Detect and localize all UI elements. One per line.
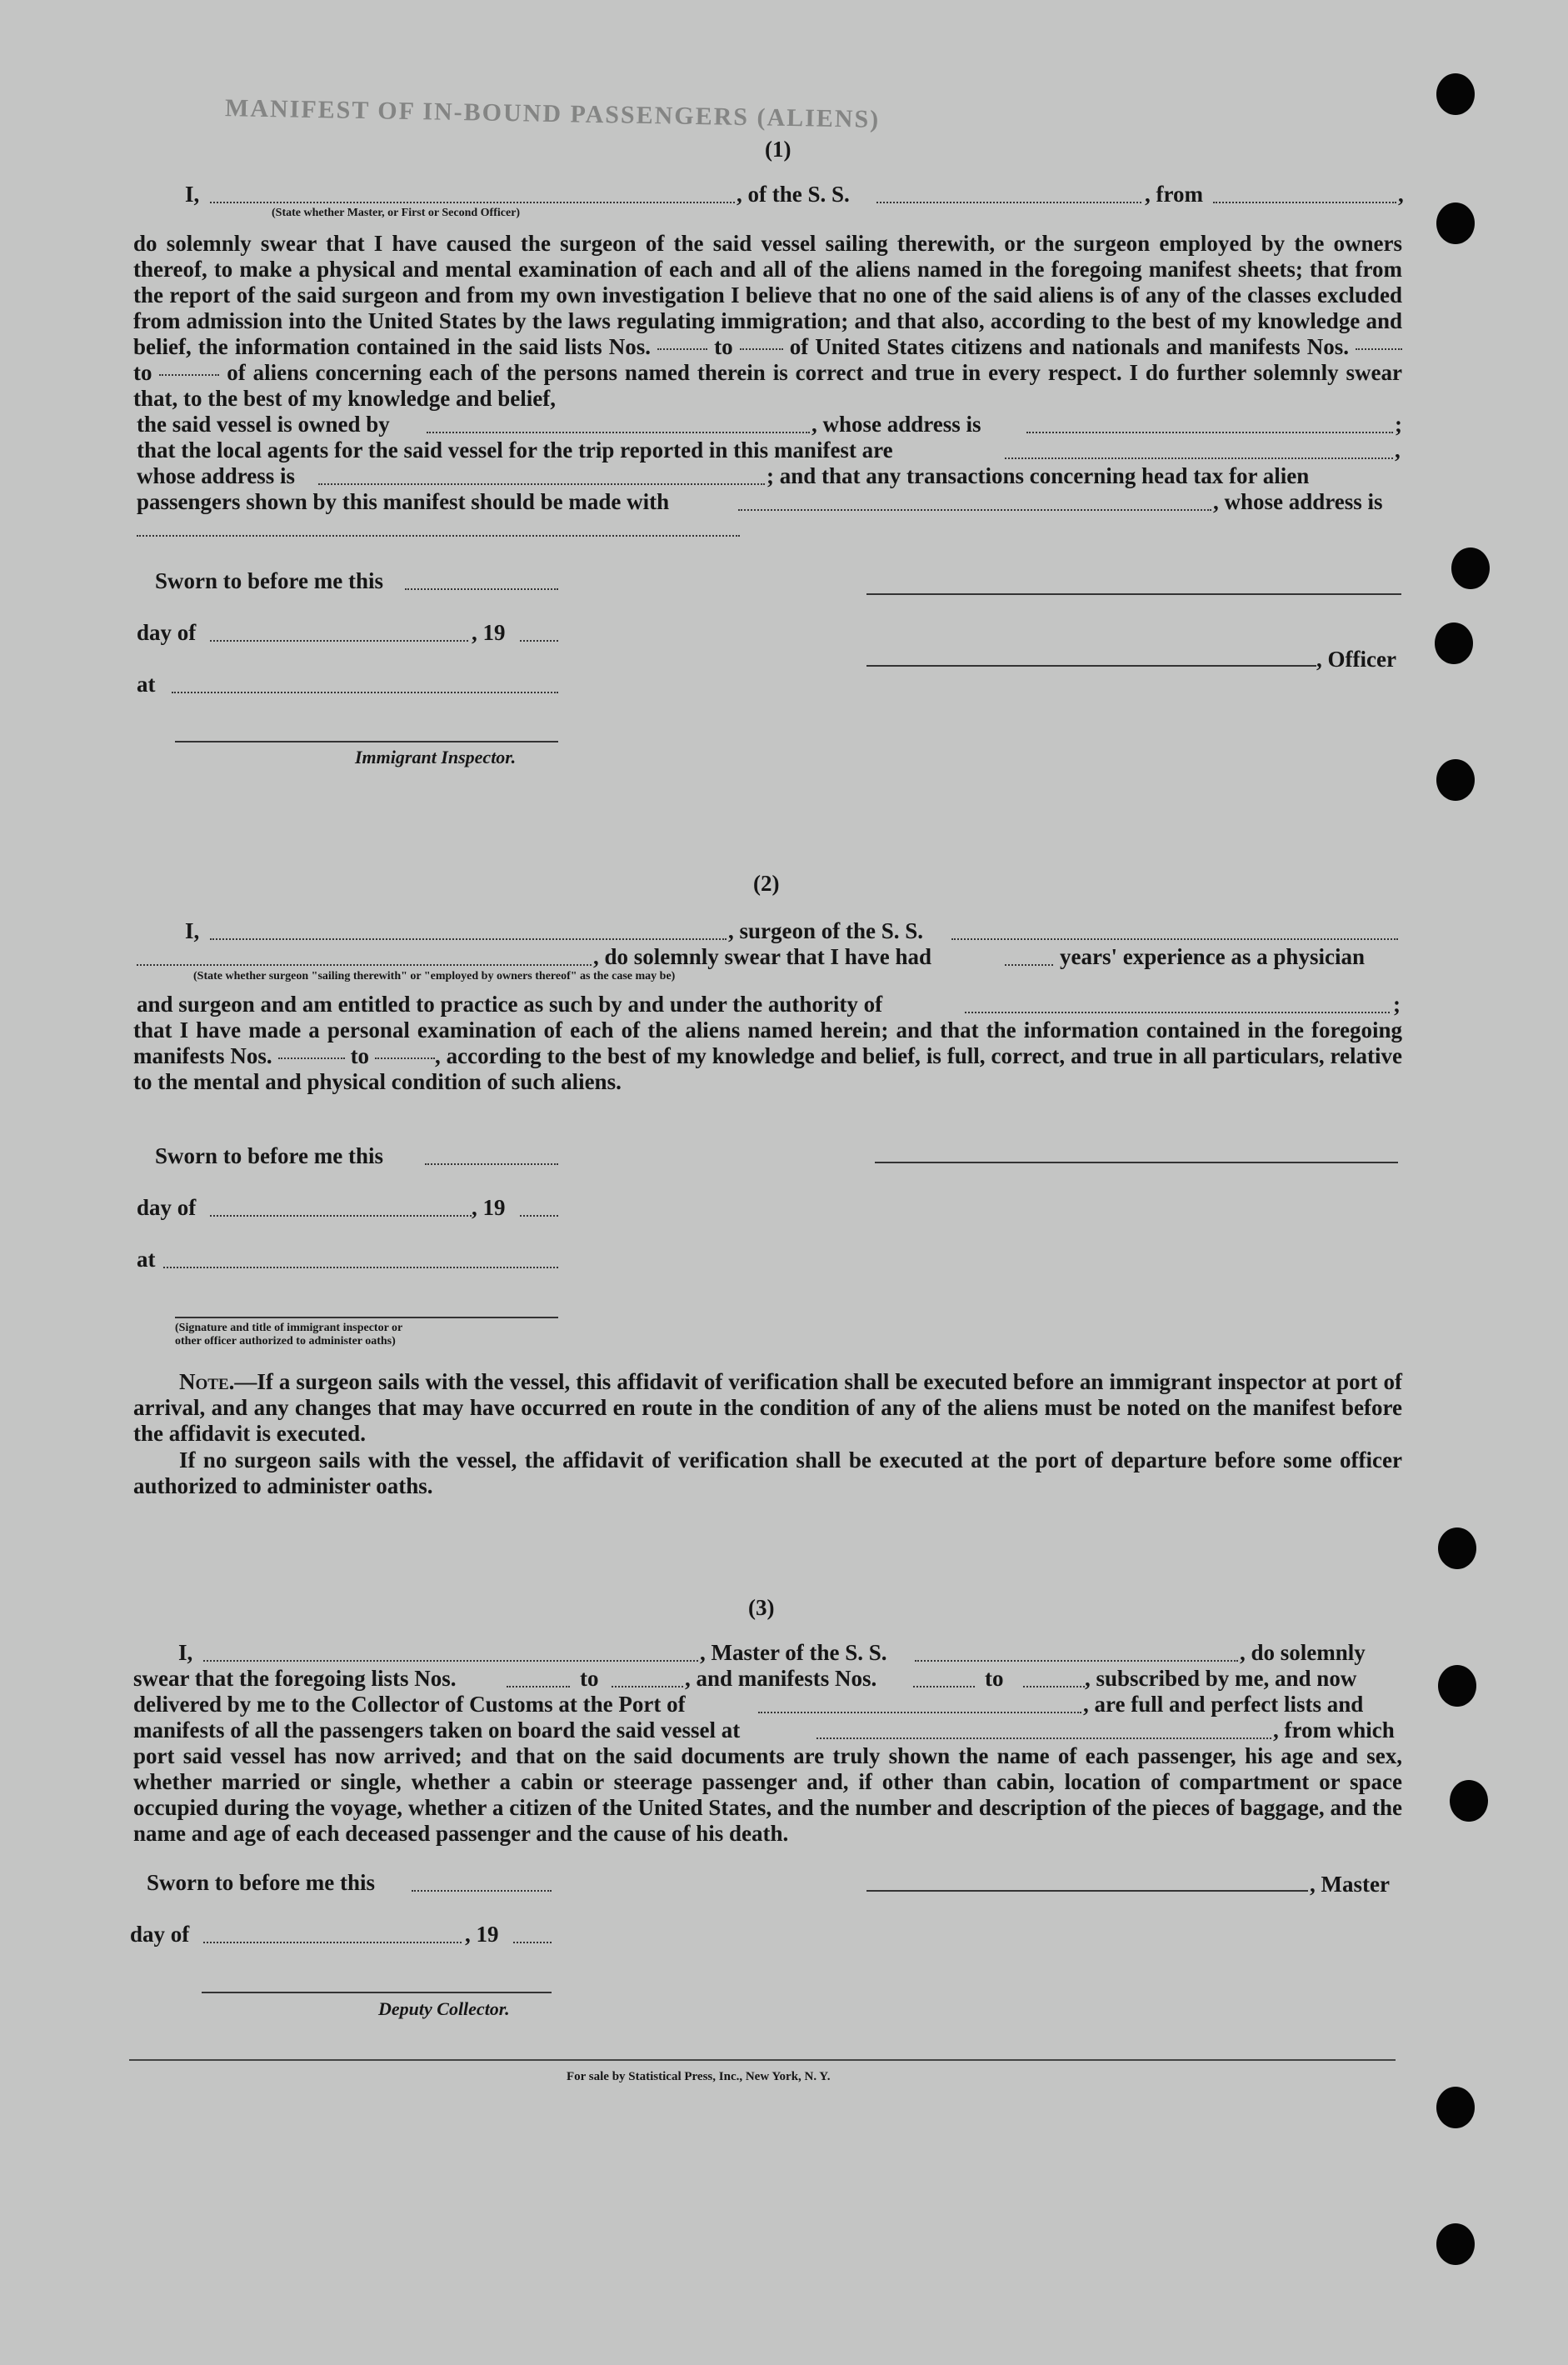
- s1-line1-comma: ,: [1398, 182, 1404, 207]
- officer-name-field[interactable]: [210, 202, 735, 203]
- punch-hole: [1450, 1780, 1488, 1822]
- whose-address-label: , whose address is: [811, 412, 981, 437]
- punch-hole: [1436, 2223, 1475, 2265]
- note-paragraph-1: Note.—If a surgeon sails with the vessel, this affidavit of verification shall be executed before an immigrant inspector at port of arrival, and any changes that may have occurred en route in the condition of any of the aliens must be noted on the manifest before the affidavit is executed.: [133, 1369, 1402, 1446]
- footer-printer: For sale by Statistical Press, Inc., New York, N. Y.: [567, 2070, 831, 2083]
- s3-swear-lists: swear that the foregoing lists Nos.: [133, 1666, 457, 1691]
- s1-at-field[interactable]: [172, 692, 558, 693]
- master-signature-line[interactable]: [866, 1890, 1308, 1892]
- s3-to1: to: [580, 1666, 599, 1691]
- deputy-signature-line[interactable]: [202, 1992, 552, 1993]
- punch-hole: [1438, 1528, 1476, 1569]
- s3-manifests-to-field[interactable]: [1023, 1686, 1085, 1688]
- s1-sworn-field[interactable]: [405, 588, 558, 590]
- s3-master-of: , Master of the S. S.: [700, 1640, 887, 1665]
- s3-delivered: delivered by me to the Collector of Customs at the Port of: [133, 1692, 686, 1717]
- s2-inspector-signature-line[interactable]: [175, 1317, 558, 1318]
- punch-hole: [1438, 1665, 1476, 1707]
- owner-address-field[interactable]: [1026, 432, 1393, 433]
- note-paragraph-2: If no surgeon sails with the vessel, the affidavit of verification shall be executed at the port of departure before some officer authorized to administer oaths.: [133, 1448, 1402, 1498]
- s1-at-label: at: [137, 672, 156, 697]
- comma: ,: [1395, 438, 1401, 462]
- vessel-name-field[interactable]: [876, 202, 1141, 203]
- caption-officer: (State whether Master, or First or Second Officer): [272, 207, 521, 219]
- officer-signature-line[interactable]: [866, 665, 1316, 667]
- owner-field[interactable]: [427, 432, 810, 433]
- s3-sworn-field[interactable]: [412, 1890, 552, 1892]
- s3-are-full: , are full and perfect lists and: [1083, 1692, 1364, 1717]
- s1-signature-line[interactable]: [866, 593, 1401, 595]
- s2-i: I,: [185, 918, 200, 943]
- years-text: years' experience as a physician: [1060, 944, 1365, 969]
- punch-hole: [1436, 2087, 1475, 2128]
- master-label: , Master: [1310, 1872, 1390, 1897]
- s1-year-field[interactable]: [520, 640, 558, 642]
- s2-vessel-field[interactable]: [951, 938, 1398, 940]
- head-tax-address-field[interactable]: [137, 535, 740, 537]
- inspector-label: Immigrant Inspector.: [355, 747, 517, 768]
- semicolon: ;: [1395, 412, 1402, 437]
- s3-manifests-from-field[interactable]: [913, 1686, 975, 1688]
- s1-line1-i: I,: [185, 182, 200, 207]
- s3-i: I,: [178, 1640, 193, 1665]
- s2-paragraph: that I have made a personal examination of each of the aliens named herein; and that the information contained in the foregoing manifests Nos. to , according to the best of my knowledge and belief, is full, correct, and true in all particulars, relative to the mental and physical condition of such aliens.: [133, 1018, 1403, 1094]
- passengers-text: passengers shown by this manifest should be made with: [137, 489, 670, 514]
- lists-to-field[interactable]: [740, 348, 783, 350]
- s3-to2: to: [985, 1666, 1004, 1691]
- punch-hole: [1436, 202, 1475, 244]
- note-label: Note.: [179, 1369, 235, 1394]
- port-field[interactable]: [758, 1712, 1081, 1713]
- s3-vessel-field[interactable]: [915, 1660, 1238, 1662]
- s2-sworn-label: Sworn to before me this: [155, 1143, 383, 1168]
- section-1-number: (1): [765, 137, 791, 162]
- s2-surgeon-label: , surgeon of the S. S.: [728, 918, 924, 943]
- s1-line1-from: , from: [1145, 182, 1203, 207]
- lists-from-field[interactable]: [657, 348, 707, 350]
- surgeon-name-field[interactable]: [210, 938, 727, 940]
- head-tax-text: ; and that any transactions concerning head tax for alien: [767, 463, 1310, 488]
- s2-sworn-field[interactable]: [425, 1163, 558, 1165]
- s1-paragraph-a: do solemnly swear that I have caused the surgeon of the said vessel sailing therewith, or the surgeon employed by the owners thereof, to make a physical and mental examination of each and all of the aliens named in the foregoing manifest sheets; that from the report of the said surgeon and from my own investigation I believe that no one of the said aliens is of any of the classes excluded from admission into the United States by the laws regulating immigration; and that also, according to the best of my knowledge and belief, the information contained in the said lists Nos. to of United States citizens and nationals and manifests Nos. to of aliens concerning each of the persons named therein is correct and true in every respect. I do further solemnly swear that, to the best of my knowledge and belief,: [133, 231, 1403, 411]
- caption-surgeon: (State whether surgeon "sailing therewith" or "employed by owners thereof" as the case may be): [193, 970, 676, 982]
- faint-header: MANIFEST OF IN-BOUND PASSENGERS (ALIENS): [224, 94, 881, 133]
- deputy-label: Deputy Collector.: [378, 1998, 510, 2019]
- punch-hole: [1436, 73, 1475, 115]
- s1-year-label: , 19: [472, 620, 506, 645]
- boarding-port-field[interactable]: [816, 1738, 1271, 1739]
- inspector-signature-line[interactable]: [175, 741, 558, 742]
- s3-from-which: , from which: [1273, 1718, 1395, 1742]
- section-2-number: (2): [753, 871, 780, 896]
- surgeon-status-field[interactable]: [137, 964, 592, 966]
- s3-and-manifests: , and manifests Nos.: [685, 1666, 877, 1691]
- s2-semicolon: ;: [1393, 992, 1401, 1017]
- agents-label: that the local agents for the said vessel for the trip reported in this manifest are: [137, 438, 893, 462]
- years-field[interactable]: [1005, 964, 1053, 966]
- s2-day-label: day of: [137, 1195, 197, 1220]
- s2-at-label: at: [137, 1247, 156, 1272]
- master-name-field[interactable]: [203, 1660, 698, 1662]
- s1-line1-ofss: , of the S. S.: [737, 182, 850, 207]
- s3-day-field[interactable]: [203, 1942, 462, 1943]
- owned-by-label: the said vessel is owned by: [137, 412, 390, 437]
- s3-subscribed: , subscribed by me, and now: [1085, 1666, 1357, 1691]
- from-port-field[interactable]: [1213, 202, 1396, 203]
- s2-year-field[interactable]: [520, 1215, 558, 1217]
- manifests-to-field[interactable]: [159, 373, 219, 376]
- s2-manifests-from-field[interactable]: [278, 1057, 345, 1059]
- s3-lists-to-field[interactable]: [612, 1686, 683, 1688]
- manifests-from-field[interactable]: [1356, 348, 1402, 350]
- s2-signature-line[interactable]: [875, 1162, 1398, 1163]
- officer-label: , Officer: [1316, 647, 1396, 672]
- s2-swear-text: , do solemnly swear that I have had: [593, 944, 932, 969]
- caption-signature: (Signature and title of immigrant inspector or other officer authorized to administer oaths): [175, 1322, 403, 1348]
- s2-year-label: , 19: [472, 1195, 506, 1220]
- s2-at-field[interactable]: [163, 1267, 558, 1268]
- s3-paragraph: port said vessel has now arrived; and that on the said documents are truly shown the name of each passenger, his age and sex, whether married or single, whether a cabin or steerage passenger and, if other than cabin, location of compartment or space occupied during the voyage, whether a citizen of the United States, and the number and description of the pieces of baggage, and the name and age of each deceased passenger and the cause of his death.: [133, 1743, 1402, 1846]
- s2-manifests-to-field[interactable]: [375, 1057, 435, 1059]
- authority-field[interactable]: [965, 1012, 1390, 1013]
- s1-day-label: day of: [137, 620, 197, 645]
- footer-rule: [129, 2059, 1396, 2061]
- whose-address-end: , whose address is: [1213, 489, 1383, 514]
- s3-day-label: day of: [130, 1922, 190, 1947]
- head-tax-party-field[interactable]: [738, 509, 1211, 511]
- s3-lists-from-field[interactable]: [507, 1686, 570, 1688]
- agent-address-label: whose address is: [137, 463, 296, 488]
- punch-hole: [1451, 548, 1490, 589]
- s3-year-field[interactable]: [513, 1942, 552, 1943]
- section-3-number: (3): [748, 1595, 775, 1620]
- s3-manifests-of: manifests of all the passengers taken on board the said vessel at: [133, 1718, 741, 1742]
- s3-sworn-label: Sworn to before me this: [147, 1870, 375, 1895]
- s3-year-label: , 19: [465, 1922, 499, 1947]
- s1-day-field[interactable]: [210, 640, 468, 642]
- punch-hole: [1436, 759, 1475, 801]
- punch-hole: [1435, 622, 1473, 664]
- s1-sworn-label: Sworn to before me this: [155, 568, 383, 593]
- agent-address-field[interactable]: [318, 483, 765, 485]
- s2-day-field[interactable]: [210, 1215, 472, 1217]
- s3-do-solemnly: , do solemnly: [1240, 1640, 1366, 1665]
- agents-field[interactable]: [1005, 458, 1393, 459]
- authority-text: and surgeon and am entitled to practice as such by and under the authority of: [137, 992, 883, 1017]
